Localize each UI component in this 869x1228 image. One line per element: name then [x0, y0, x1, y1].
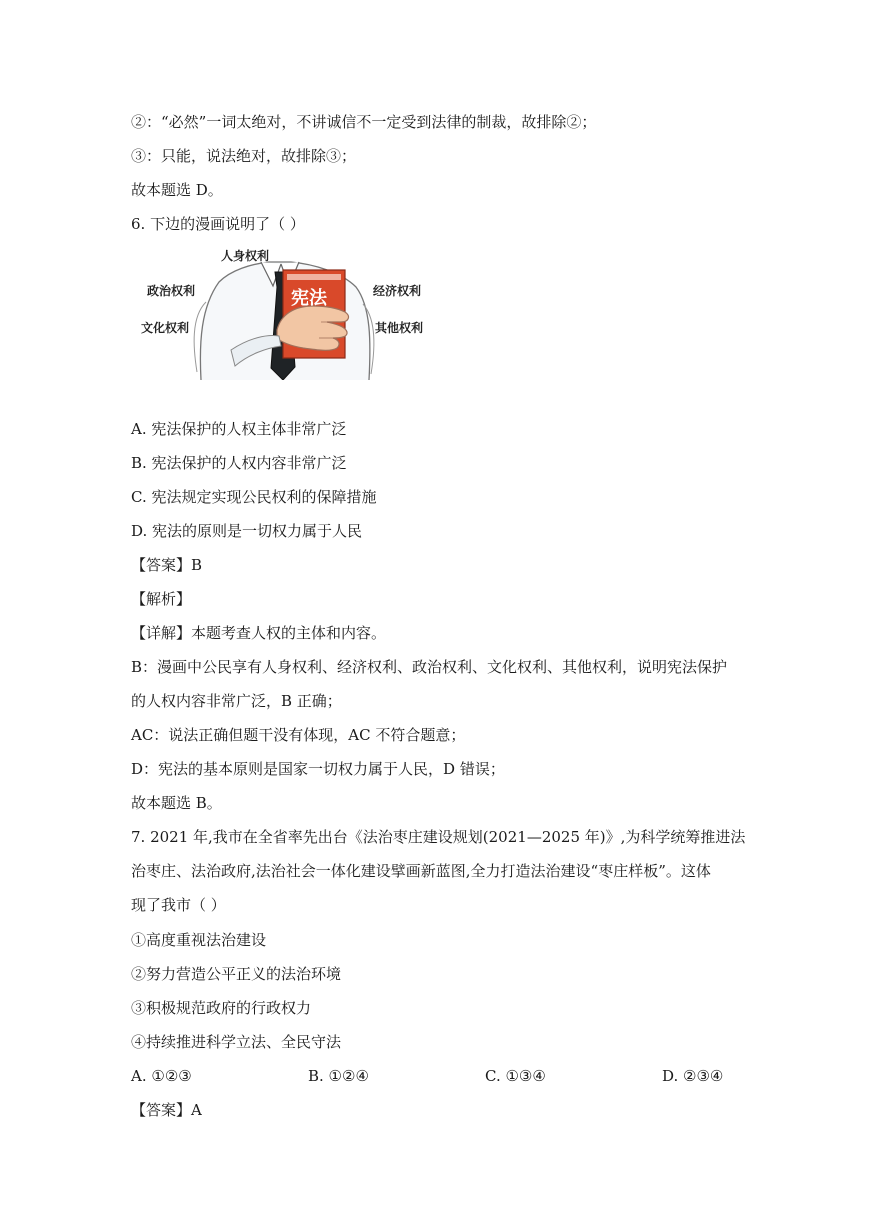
explanation-line: 的人权内容非常广泛，B 正确；	[131, 692, 342, 710]
explanation-line: D：宪法的基本原则是国家一切权力属于人民，D 错误；	[131, 760, 505, 778]
question-7-stem: 治枣庄、法治政府,法治社会一体化建设擘画新蓝图,全力打造法治建设“枣庄样板”。这体	[131, 862, 711, 880]
cartoon-illustration	[131, 242, 431, 380]
label-political-rights: 政治权利	[147, 284, 196, 298]
statement-4: ④持续推进科学立法、全民守法	[131, 1033, 342, 1051]
constitution-cartoon	[131, 242, 431, 380]
detail-line: 【详解】本题考查人权的主体和内容。	[131, 624, 387, 642]
text-line: ③：只能，说法绝对，故排除③；	[131, 147, 357, 165]
option-d: D. ②③④	[662, 1067, 724, 1085]
explanation-line: AC：说法正确但题干没有体现，AC 不符合题意；	[131, 726, 466, 744]
book-title: 宪法	[291, 288, 327, 309]
statement-1: ①高度重视法治建设	[131, 931, 267, 949]
question-6-stem: 6. 下边的漫画说明了（ ）	[131, 215, 305, 233]
conclusion-line: 故本题选 B。	[131, 794, 222, 812]
answer-6: 【答案】B	[131, 556, 203, 574]
answer-7: 【答案】A	[131, 1101, 202, 1119]
label-personal-rights: 人身权利	[221, 249, 270, 263]
label-cultural-rights: 文化权利	[141, 321, 190, 335]
text-line: 故本题选 D。	[131, 181, 223, 199]
option-d: D. 宪法的原则是一切权力属于人民	[131, 522, 363, 540]
option-a: A. 宪法保护的人权主体非常广泛	[131, 420, 347, 438]
label-economic-rights: 经济权利	[373, 284, 422, 298]
option-c: C. 宪法规定实现公民权利的保障措施	[131, 488, 377, 506]
option-a: A. ①②③	[131, 1067, 192, 1085]
option-c: C. ①③④	[485, 1067, 546, 1085]
explanation-line: B：漫画中公民享有人身权利、经济权利、政治权利、文化权利、其他权利，说明宪法保护	[131, 658, 728, 676]
option-b: B. 宪法保护的人权内容非常广泛	[131, 454, 347, 472]
statement-2: ②努力营造公平正义的法治环境	[131, 965, 342, 983]
text-line: ②：“必然”一词太绝对，不讲诚信不一定受到法律的制裁，故排除②；	[131, 113, 597, 131]
analysis-heading: 【解析】	[131, 590, 192, 608]
question-7-stem: 现了我市（ ）	[131, 896, 226, 914]
option-b: B. ①②④	[308, 1067, 369, 1085]
statement-3: ③积极规范政府的行政权力	[131, 999, 312, 1017]
label-other-rights: 其他权利	[375, 321, 424, 335]
question-7-stem: 7. 2021 年,我市在全省率先出台《法治枣庄建设规划(2021—2025 年)》,为科学统筹推进法	[131, 828, 746, 846]
